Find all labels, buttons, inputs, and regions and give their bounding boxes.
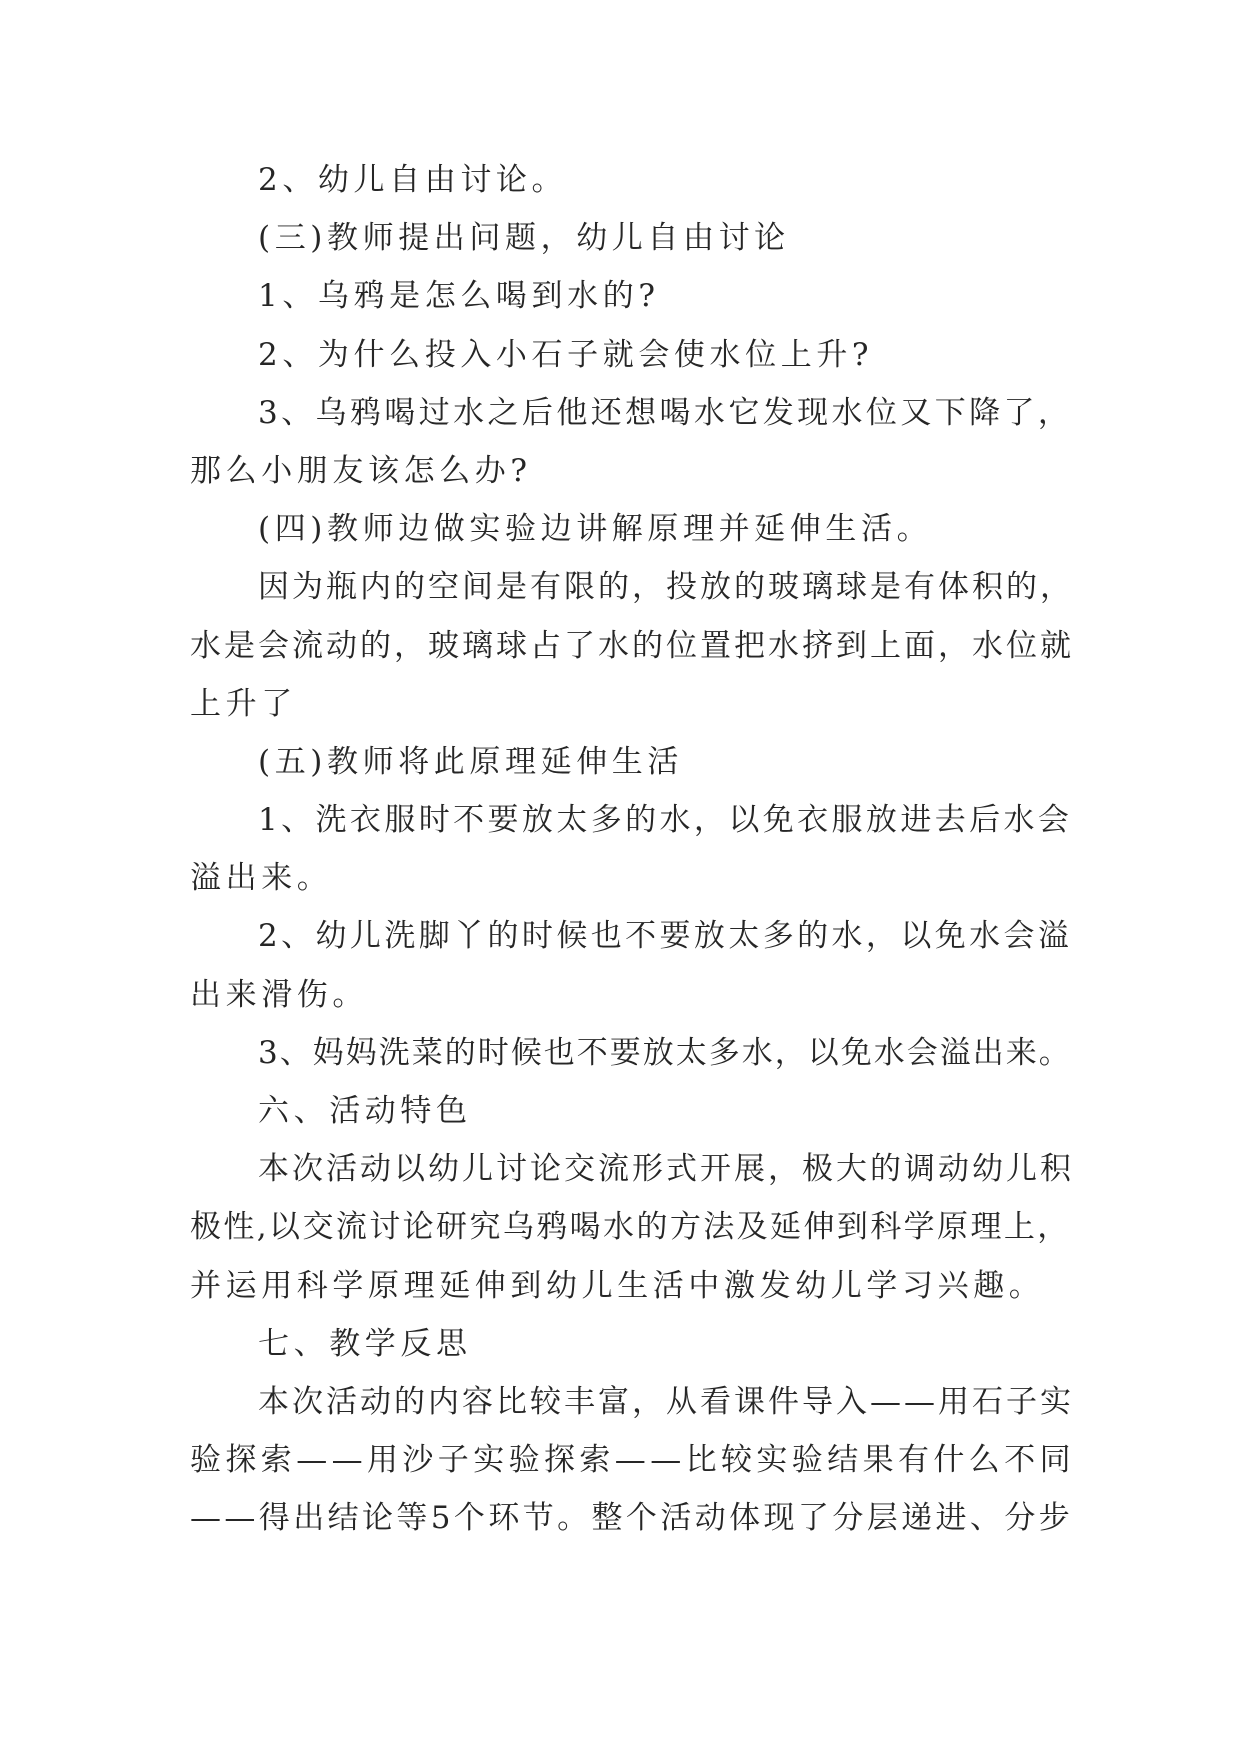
- paragraph: [190, 1024, 1075, 1082]
- section-heading: (三)教师提出问题，幼儿自由讨论: [258, 220, 790, 257]
- text-line: 2、幼儿洗脚丫的时候也不要放太多的水，以免水会溢: [258, 918, 1073, 955]
- paragraph: [190, 907, 1075, 1023]
- section-heading: (四)教师边做实验边讲解原理并延伸生活。: [258, 511, 933, 548]
- text-line: 溢出来。: [190, 860, 333, 897]
- document-body: [190, 151, 1075, 1548]
- paragraph: [190, 558, 1075, 733]
- paragraph: [190, 326, 1075, 384]
- paragraph: [190, 151, 1075, 209]
- text-line: 1、洗衣服时不要放太多的水，以免衣服放进去后水会: [258, 802, 1073, 839]
- text-line: 本次活动以幼儿讨论交流形式开展，极大的调动幼儿积: [258, 1151, 1074, 1188]
- text-line: 那么小朋友该怎么办?: [190, 452, 532, 489]
- text-line: 3、乌鸦喝过水之后他还想喝水它发现水位又下降了，: [258, 394, 1073, 431]
- text-line: 3、妈妈洗菜的时候也不要放太多水，以免水会溢出来。: [258, 1034, 1072, 1071]
- text-line: 并运用科学原理延伸到幼儿生活中激发幼儿学习兴趣。: [190, 1267, 1045, 1304]
- section-heading: 六、活动特色: [258, 1093, 472, 1129]
- section-heading: (五)教师将此原理延伸生活: [258, 743, 683, 780]
- text-line: 上升了: [190, 685, 297, 722]
- paragraph: [190, 733, 1075, 791]
- paragraph: [190, 209, 1075, 267]
- text-line: 极性,以交流讨论研究乌鸦喝水的方法及延伸到科学原理上，: [190, 1209, 1071, 1246]
- paragraph: [190, 1373, 1075, 1548]
- paragraph: [190, 1315, 1075, 1373]
- text-line: 验探索——用沙子实验探索——比较实验结果有什么不同: [190, 1442, 1075, 1479]
- text-line: 因为瓶内的空间是有限的，投放的玻璃球是有体积的，: [258, 569, 1074, 606]
- text-line: ——得出结论等5个环节。整个活动体现了分层递进、分步: [190, 1500, 1074, 1537]
- paragraph: [190, 791, 1075, 907]
- paragraph: [190, 1082, 1075, 1140]
- section-heading: 七、教学反思: [258, 1325, 472, 1362]
- text-line: 本次活动的内容比较丰富，从看课件导入——用石子实: [258, 1383, 1074, 1420]
- text-line: 出来滑伤。: [190, 976, 368, 1013]
- paragraph: [190, 1140, 1075, 1315]
- text-line: 2、为什么投入小石子就会使水位上升?: [258, 336, 874, 373]
- text-line: 2、幼儿自由讨论。: [258, 162, 568, 198]
- text-line: 1、乌鸦是怎么喝到水的?: [258, 278, 660, 315]
- text-line: 水是会流动的，玻璃球占了水的位置把水挤到上面，水位就: [190, 627, 1074, 664]
- paragraph: [190, 267, 1075, 325]
- paragraph: [190, 500, 1075, 558]
- paragraph: [190, 384, 1075, 500]
